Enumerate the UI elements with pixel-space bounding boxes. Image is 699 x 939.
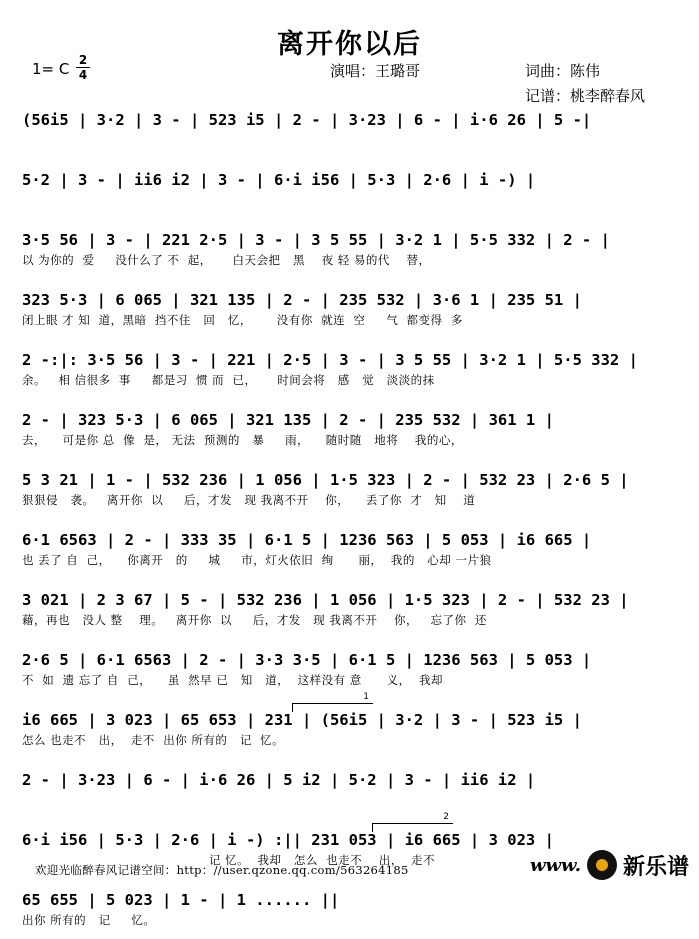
lyrics-line: 怎么 也走不 出， 走不 出你 所有的 记 忆。 (22, 733, 285, 747)
lyrics-line: 记 忆。 我却 怎么 也走不 出， 走不 (22, 853, 436, 867)
lyrics-line: 出你 所有的 记 忆。 (22, 913, 156, 927)
lyrics-line: 闭上眼 才 知 道，黑暗 挡不住 回 忆， 没有你 就连 空 气 都变得 多 (22, 313, 463, 327)
site-name: 新乐谱 (622, 854, 689, 880)
disc-icon (587, 850, 617, 880)
notes-line: 5 3 21 | 1 - | 532 236 | 1 056 | 1·5 323 | 2 - | 532 23 | 2·6 5 | (22, 471, 629, 489)
lyrics-line (22, 191, 672, 209)
notes-line: 323 5·3 | 6 065 | 321 135 | 2 - | 235 532 | 3·6 1 | 235 51 | (22, 291, 582, 309)
notes-line: 2 -:|: 3·5 56 | 3 - | 221 | 2·5 | 3 - | 3 5 55 | 3·2 1 | 5·5 332 | (22, 351, 638, 369)
score-row (22, 343, 672, 403)
footer-text: 欢迎光临醉春风记谱空间：http：//user.qzone.qq.com/563264185 (35, 863, 409, 877)
notes-line: 3·5 56 | 3 - | 221 2·5 | 3 - | 3 5 55 | 3·2 1 | 5·5 332 | 2 - | (22, 231, 610, 249)
lyrics-line: 也 丢了 自 己， 你离开 的 城 市，灯火依旧 绚 丽， 我的 心却 一片狼 (22, 553, 492, 567)
lyrics-line: 不 如 遗 忘了 自 己， 虽 然早 已 知 道， 这样没有 意 义， 我却 (22, 673, 443, 687)
time-signature-bottom: 4 (78, 68, 88, 82)
score-row (22, 403, 672, 463)
disc-center (596, 859, 608, 871)
notes-line: 2 - | 3·23 | 6 - | i·6 26 | 5 i2 | 5·2 | 3 - | ii6 i2 | (22, 771, 536, 789)
key-signature: 1= C (32, 60, 70, 78)
score-row (22, 583, 672, 643)
notator-credit: 记谱：桃李醉春风 (525, 87, 646, 105)
notes-line: (56i5 | 3·2 | 3 - | 523 i5 | 2 - | 3·23 | 6 - | i·6 26 | 5 -| (22, 111, 592, 129)
lyrics-line: 余。 相 信很多 事 都是习 惯 而 已， 时间会将 感 觉 淡淡的抹 (22, 373, 435, 387)
second-ending-number: 2 (443, 812, 449, 822)
song-title: 离开你以后 (277, 29, 422, 60)
score-row (22, 223, 672, 283)
score-row (22, 523, 672, 583)
notes-line: 6·i i56 | 5·3 | 2·6 | i -) :|| 231 053 | i6 665 | 3 023 | (22, 831, 554, 849)
score-row (22, 883, 672, 939)
first-ending-number: 1 (363, 692, 369, 702)
notes-line: 5·2 | 3 - | ii6 i2 | 3 - | 6·i i56 | 5·3 | 2·6 | i -) | (22, 171, 536, 189)
time-signature-top: 2 (78, 53, 88, 67)
score-row (22, 163, 672, 223)
lyrics-line (22, 131, 672, 149)
notes-line: 2·6 5 | 6·1 6563 | 2 - | 3·3 3·5 | 6·1 5 | 1236 563 | 5 053 | (22, 651, 592, 669)
score-row (22, 103, 672, 163)
score-row (22, 692, 672, 763)
lyrics-line: 去， 可是你 总 像 是， 无法 预测的 暴 雨， 随时随 地将 我的心， (22, 433, 463, 447)
score-row (22, 283, 672, 343)
score (22, 103, 672, 939)
score-row (22, 463, 672, 523)
composer-credit: 词曲：陈伟 (525, 62, 601, 80)
notes-line: 2 - | 323 5·3 | 6 065 | 321 135 | 2 - | 235 532 | 361 1 | (22, 411, 554, 429)
site-prefix: www. (530, 854, 581, 876)
notes-line: i6 665 | 3 023 | 65 653 | 231 | (56i5 | 3·2 | 3 - | 523 i5 | (22, 711, 582, 729)
site-logo (530, 848, 689, 882)
singer-credit: 演唱：王璐哥 (330, 62, 421, 80)
time-signature (74, 54, 92, 81)
notes-line: 6·1 6563 | 2 - | 333 35 | 6·1 5 | 1236 563 | 5 053 | i6 665 | (22, 531, 592, 549)
notes-line: 3 021 | 2 3 67 | 5 - | 532 236 | 1 056 | 1·5 323 | 2 - | 532 23 | (22, 591, 629, 609)
score-row (22, 643, 672, 703)
lyrics-line (22, 791, 672, 809)
lyrics-line: 狠狠侵 袭。 离开你 以 后，才发 现 我离不开 你， 丢了你 才 知 道 (22, 493, 476, 507)
score-row (22, 763, 672, 823)
lyrics-line: 以 为你的 爱 没什么了 不 起， 白天会把 黑 夜 轻 易的代 替， (22, 253, 431, 267)
lyrics-line: 藉，再也 没人 整 理。 离开你 以 后，才发 现 我离不开 你， 忘了你 还 (22, 613, 487, 627)
notes-line: 65 655 | 5 023 | 1 - | 1 ...... || (22, 891, 340, 909)
